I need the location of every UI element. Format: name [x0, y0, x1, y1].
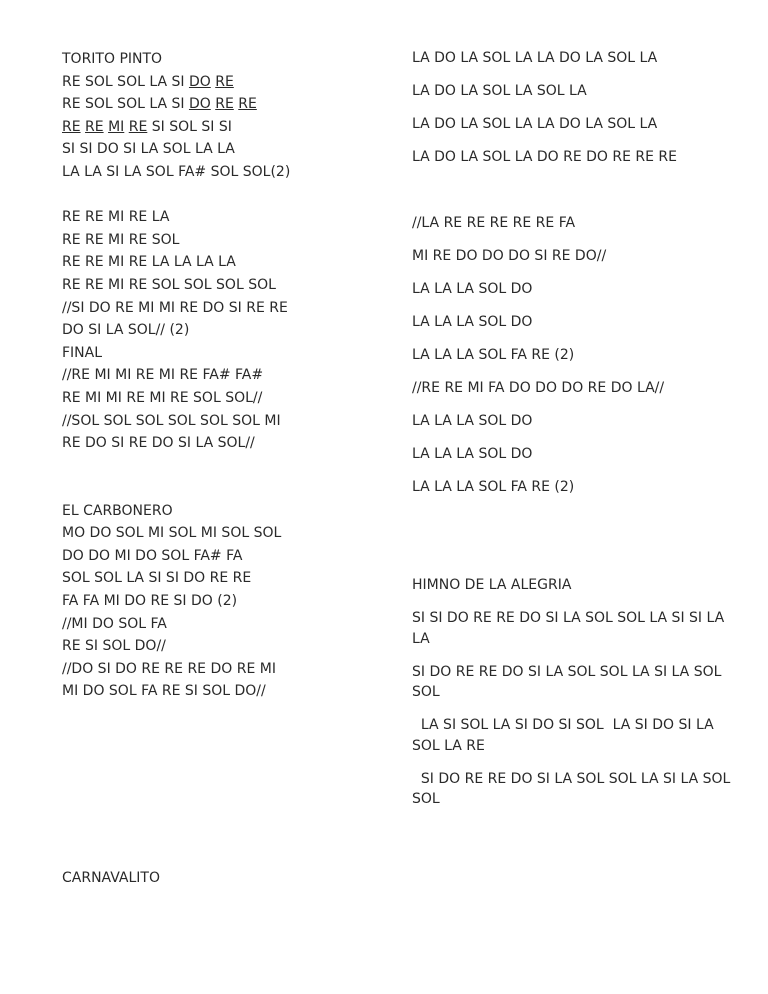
notes-line: MI DO SOL FA RE SI SOL DO// — [62, 683, 266, 700]
song-title-el-carbonero: EL CARBONERO — [62, 502, 173, 519]
notes-line: //LA RE RE RE RE RE FA — [412, 215, 576, 231]
notes-line: //SOL SOL SOL SOL SOL SOL MI — [62, 412, 281, 429]
notes-line: RE RE MI RE SOL — [62, 231, 180, 248]
notes-line: SOL SOL LA SI SI DO RE RE — [62, 570, 252, 587]
notes-line: FA FA MI DO RE SI DO (2) — [62, 593, 238, 610]
notes-line: LA LA LA SOL FA RE (2) — [412, 347, 575, 363]
notes-line: MO DO SOL MI SOL MI SOL SOL — [62, 525, 282, 542]
right-column — [412, 48, 742, 822]
notes-line: //DO SI DO RE RE RE DO RE MI — [62, 660, 276, 677]
notes-line: //RE RE MI FA DO DO DO RE DO LA// — [412, 380, 665, 396]
notes-line: LA DO LA SOL LA DO RE DO RE RE RE — [412, 149, 677, 165]
notes-line: LA DO LA SOL LA LA DO LA SOL LA — [412, 116, 658, 132]
notes-line: RE RE MI RE SOL SOL SOL SOL — [62, 276, 276, 293]
notes-line: RE MI MI RE MI RE SOL SOL// — [62, 389, 263, 406]
left-column — [62, 48, 392, 703]
notes-line: LA LA LA SOL DO — [412, 314, 533, 330]
song-title-torito-pinto: TORITO PINTO — [62, 51, 163, 67]
notes-line: //SI DO RE MI MI RE DO SI RE RE — [62, 299, 288, 316]
notes-line: LA LA LA SOL DO — [412, 446, 533, 462]
notes-paragraph: SI DO RE RE DO SI LA SOL SOL LA SI LA SOL SOL — [412, 770, 735, 807]
notes-line: SI SI DO SI LA SOL LA LA — [62, 141, 235, 158]
notes-line: DO SI LA SOL// (2) — [62, 322, 190, 339]
section-label-final: FINAL — [62, 344, 103, 361]
notes-paragraph: SI SI DO RE RE DO SI LA SOL SOL LA SI SI LA LA — [412, 610, 729, 647]
notes-line: RE RE MI RE SI SOL SI SI — [62, 118, 232, 135]
notes-line: LA LA LA SOL FA RE (2) — [412, 479, 575, 495]
notes-line: RE SI SOL DO// — [62, 638, 166, 655]
notes-line: RE RE MI RE LA — [62, 209, 170, 226]
notes-line: //RE MI MI RE MI RE FA# FA# — [62, 367, 264, 384]
notes-line: LA DO LA SOL LA SOL LA — [412, 83, 587, 99]
notes-line: LA LA LA SOL DO — [412, 413, 533, 429]
notes-paragraph: SI DO RE RE DO SI LA SOL SOL LA SI LA SOL SOL — [412, 663, 726, 700]
song-title-carnavalito: CARNAVALITO — [62, 870, 160, 886]
notes-line: RE SOL SOL LA SI DO RE — [62, 73, 234, 90]
notes-line: LA LA SI LA SOL FA# SOL SOL(2) — [62, 163, 291, 180]
notes-line: LA DO LA SOL LA LA DO LA SOL LA — [412, 50, 658, 66]
notes-line: DO DO MI DO SOL FA# FA — [62, 547, 243, 564]
notes-line: //MI DO SOL FA — [62, 615, 167, 632]
notes-paragraph: LA SI SOL LA SI DO SI SOL LA SI DO SI LA SOL LA RE — [412, 717, 719, 754]
notes-line: RE SOL SOL LA SI DO RE RE — [62, 96, 257, 113]
notes-line: MI RE DO DO DO SI RE DO// — [412, 248, 607, 264]
notes-line: RE RE MI RE LA LA LA LA — [62, 254, 236, 271]
notes-line: RE DO SI RE DO SI LA SOL// — [62, 435, 255, 452]
song-title-himno-de-la-alegria: HIMNO DE LA ALEGRIA — [412, 577, 572, 593]
notes-line: LA LA LA SOL DO — [412, 281, 533, 297]
